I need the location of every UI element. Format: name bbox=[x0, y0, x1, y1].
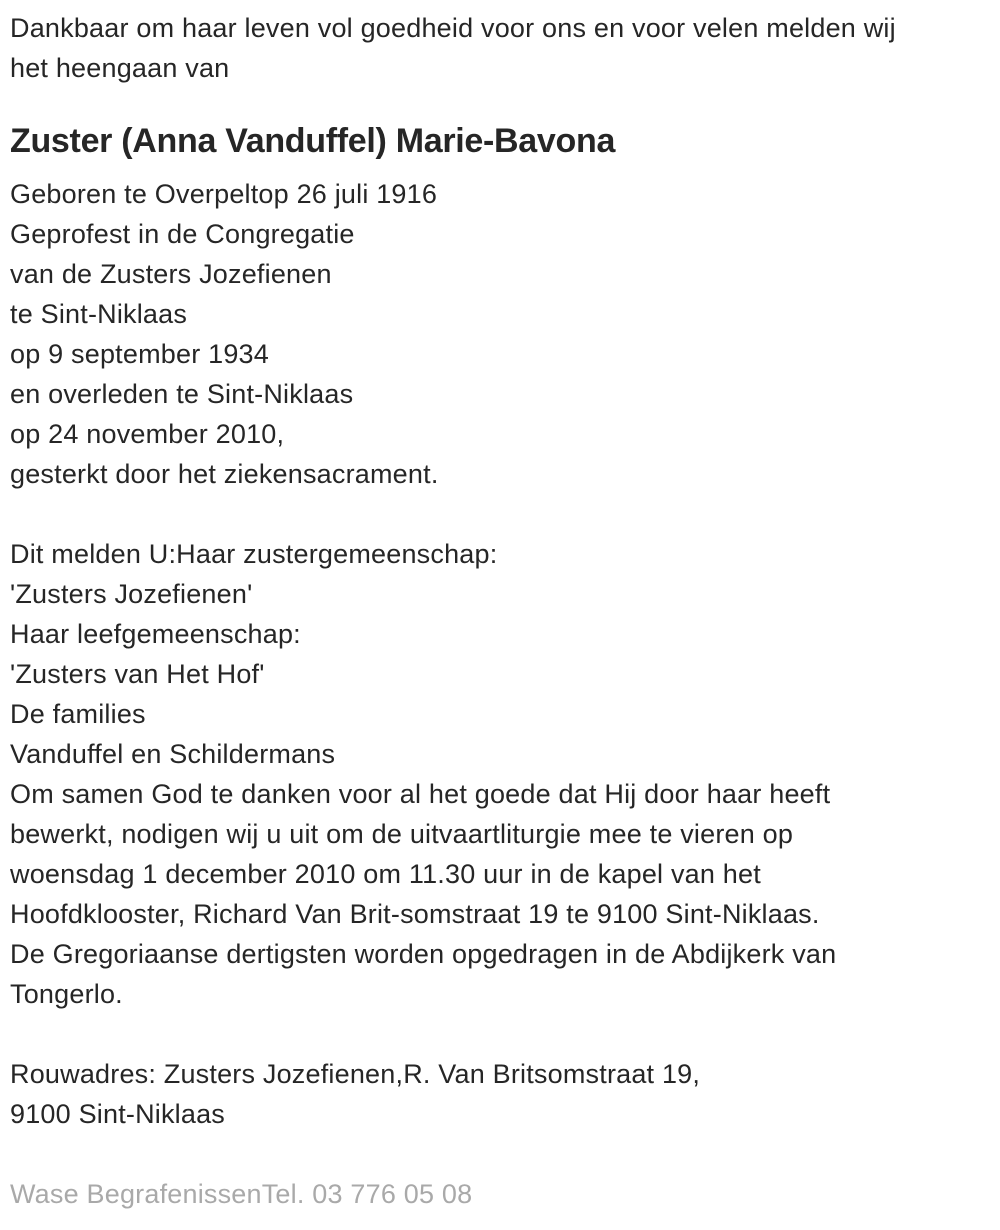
announcement-line: Tongerlo. bbox=[10, 979, 123, 1009]
life-detail-line: gesterkt door het ziekensacrament. bbox=[10, 459, 439, 489]
life-detail-line: op 24 november 2010, bbox=[10, 419, 285, 449]
mourning-address-section bbox=[10, 1054, 990, 1134]
life-detail-line: te Sint-Niklaas bbox=[10, 299, 188, 329]
announcement-line: Dit melden U:Haar zustergemeenschap: bbox=[10, 539, 498, 569]
life-detail-line: op 9 september 1934 bbox=[10, 339, 269, 369]
deceased-name: Zuster (Anna Vanduffel) Marie-Bavona bbox=[10, 122, 616, 160]
funeral-home-footer bbox=[10, 1174, 990, 1214]
intro-line: Dankbaar om haar leven vol goedheid voor ons en voor velen melden wij bbox=[10, 13, 896, 43]
announcement-line: bewerkt, nodigen wij u uit om de uitvaartliturgie mee te vieren op bbox=[10, 819, 794, 849]
announcement-section bbox=[10, 534, 990, 1014]
announcement-line: Vanduffel en Schildermans bbox=[10, 739, 336, 769]
announcement-line: 'Zusters van Het Hof' bbox=[10, 659, 265, 689]
announcement-line: Om samen God te danken voor al het goede dat Hij door haar heeft bbox=[10, 779, 831, 809]
life-detail-line: Geboren te Overpeltop 26 juli 1916 bbox=[10, 179, 438, 209]
intro-section bbox=[10, 8, 990, 88]
life-detail-line: Geprofest in de Congregatie bbox=[10, 219, 355, 249]
intro-line: het heengaan van bbox=[10, 53, 230, 83]
blank-line bbox=[10, 1014, 990, 1054]
announcement-line: Hoofdklooster, Richard Van Brit-somstraat 19 te 9100 Sint-Niklaas. bbox=[10, 899, 820, 929]
announcement-line: Haar leefgemeenschap: bbox=[10, 619, 301, 649]
mourning-address-line: Rouwadres: Zusters Jozefienen,R. Van Britsomstraat 19, bbox=[10, 1059, 701, 1089]
life-detail-line: en overleden te Sint-Niklaas bbox=[10, 379, 354, 409]
mourning-address-line: 9100 Sint-Niklaas bbox=[10, 1099, 226, 1129]
funeral-home-name: Wase Begrafenissen bbox=[10, 1179, 262, 1209]
announcement-line: 'Zusters Jozefienen' bbox=[10, 579, 253, 609]
announcement-line: woensdag 1 december 2010 om 11.30 uur in de kapel van het bbox=[10, 859, 761, 889]
announcement-line: De families bbox=[10, 699, 146, 729]
life-details-section bbox=[10, 174, 990, 494]
blank-line bbox=[10, 1134, 990, 1174]
blank-line bbox=[10, 494, 990, 534]
life-detail-line: van de Zusters Jozefienen bbox=[10, 259, 332, 289]
funeral-home-phone: Tel. 03 776 05 08 bbox=[261, 1179, 473, 1209]
announcement-line: De Gregoriaanse dertigsten worden opgedragen in de Abdijkerk van bbox=[10, 939, 837, 969]
